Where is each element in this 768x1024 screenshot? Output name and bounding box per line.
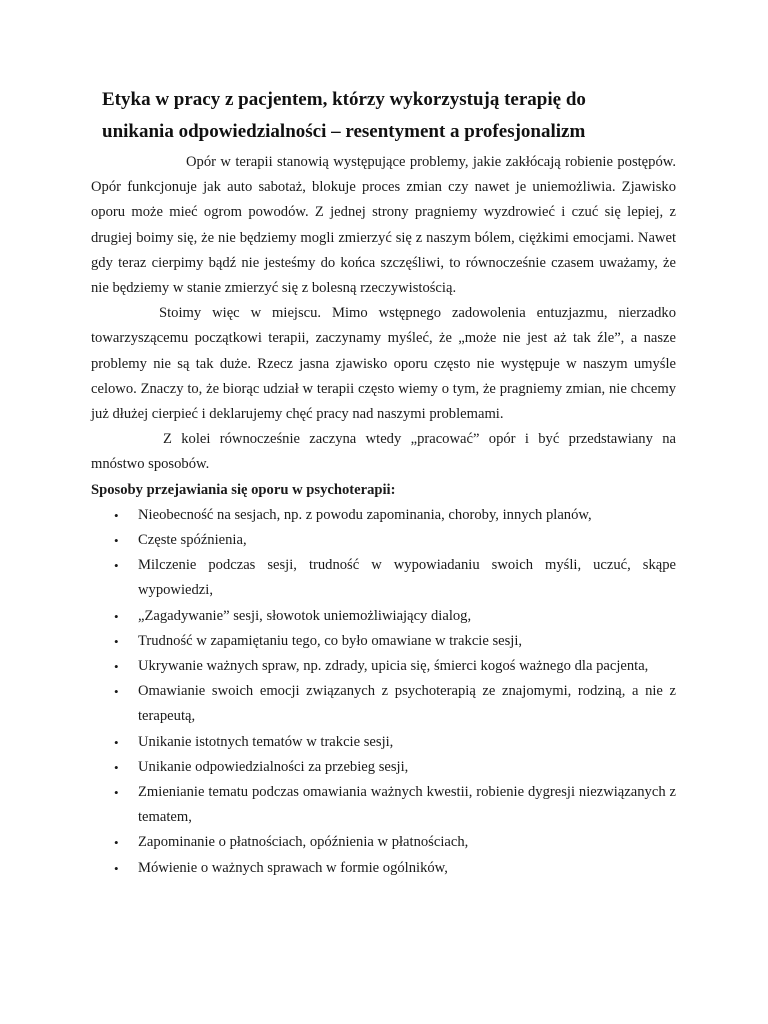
list-item <box>91 528 676 553</box>
title-line-2: unikania odpowiedzialności – resentyment a profesjonalizm <box>102 121 586 142</box>
list-item-text: Unikanie odpowiedzialności za przebieg sesji, <box>138 758 409 775</box>
list-item-text: „Zagadywanie” sesji, słowotok uniemożliwiający dialog, <box>138 607 472 624</box>
list-item <box>91 654 676 679</box>
list-item <box>91 503 676 528</box>
paragraph-3: Z kolei równocześnie zaczyna wtedy „pracować” opór i być przedstawiany na mnóstwo sposobów. <box>91 431 676 473</box>
resistance-list <box>91 503 676 881</box>
list-item-text: Omawianie swoich emocji związanych z psychoterapią ze znajomymi, rodziną, a nie z terapeutą, <box>138 683 676 725</box>
title-line-1: Etyka w pracy z pacjentem, którzy wykorzystują terapię do <box>102 89 586 110</box>
list-item-text: Trudność w zapamiętaniu tego, co było omawiane w trakcie sesji, <box>138 632 523 649</box>
list-item-text: Mówienie o ważnych sprawach w formie ogólników, <box>138 859 448 876</box>
list-item-text: Milczenie podczas sesji, trudność w wypowiadaniu swoich myśli, uczuć, skąpe wypowiedzi, <box>138 557 676 599</box>
paragraph-2: Stoimy więc w miejscu. Mimo wstępnego zadowolenia entuzjazmu, nierzadko towarzyszącemu początkowi terapii, zaczynamy myśleć, że „może nie jest aż tak źle”, a nasze problemy nie są tak duże. Rzecz jasna zjawisko oporu często nie występuje w naszym umyśle celowo. Znaczy to, że biorąc udział w terapii często wiemy o tym, że pragniemy zmian, nie chcemy już dłużej cierpieć i deklarujemy chęć pracy nad naszymi problemami. <box>91 305 676 423</box>
bullet-icon: • <box>114 860 119 876</box>
bullet-icon: • <box>114 684 119 700</box>
list-item <box>91 830 676 855</box>
list-item <box>91 755 676 780</box>
list-item-text: Nieobecność na sesjach, np. z powodu zapominania, choroby, innych planów, <box>138 506 592 523</box>
paragraph-1: Opór w terapii stanowią występujące problemy, jakie zakłócają robienie postępów. Opór funkcjonuje jak auto sabotaż, blokuje proces zmian czy nawet je uniemożliwia. Zjawisko oporu może mieć ogrom powodów. Z jednej strony pragniemy wyzdrowieć i czuć się lepiej, z drugiej boimy się, że nie będziemy mogli zmierzyć się z naszym bólem, ciężkimi emocjami. Nawet gdy teraz cierpimy bądź nie jesteśmy do końca szczęśliwi, to równocześnie czasem uważamy, że nie będziemy w stanie zmierzyć się z bolesną rzeczywistością. <box>91 154 676 297</box>
list-item-text: Zapominanie o płatnościach, opóźnienia w płatnościach, <box>138 834 469 851</box>
list-item-text: Częste spóźnienia, <box>138 532 247 549</box>
list-item <box>91 730 676 755</box>
bullet-icon: • <box>114 558 119 574</box>
bullet-icon: • <box>114 608 119 624</box>
bullet-icon: • <box>114 633 119 649</box>
bullet-icon: • <box>114 659 119 675</box>
bullet-icon: • <box>114 759 119 775</box>
list-item <box>91 780 676 830</box>
list-item-text: Zmienianie tematu podczas omawiania ważnych kwestii, robienie dygresji niezwiązanych z tematem, <box>138 784 676 826</box>
bullet-icon: • <box>114 734 119 750</box>
list-heading: Sposoby przejawiania się oporu w psychoterapii: <box>91 481 396 498</box>
bullet-icon: • <box>114 785 119 801</box>
list-item <box>91 679 676 729</box>
bullet-icon: • <box>114 507 119 523</box>
document-page <box>91 84 676 881</box>
list-item-text: Ukrywanie ważnych spraw, np. zdrady, upicia się, śmierci kogoś ważnego dla pacjenta, <box>138 658 649 675</box>
list-item <box>91 553 676 603</box>
list-item <box>91 604 676 629</box>
list-item <box>91 856 676 881</box>
list-item <box>91 629 676 654</box>
document-title <box>102 84 676 148</box>
list-item-text: Unikanie istotnych tematów w trakcie sesji, <box>138 733 394 750</box>
bullet-icon: • <box>114 533 119 549</box>
bullet-icon: • <box>114 835 119 851</box>
